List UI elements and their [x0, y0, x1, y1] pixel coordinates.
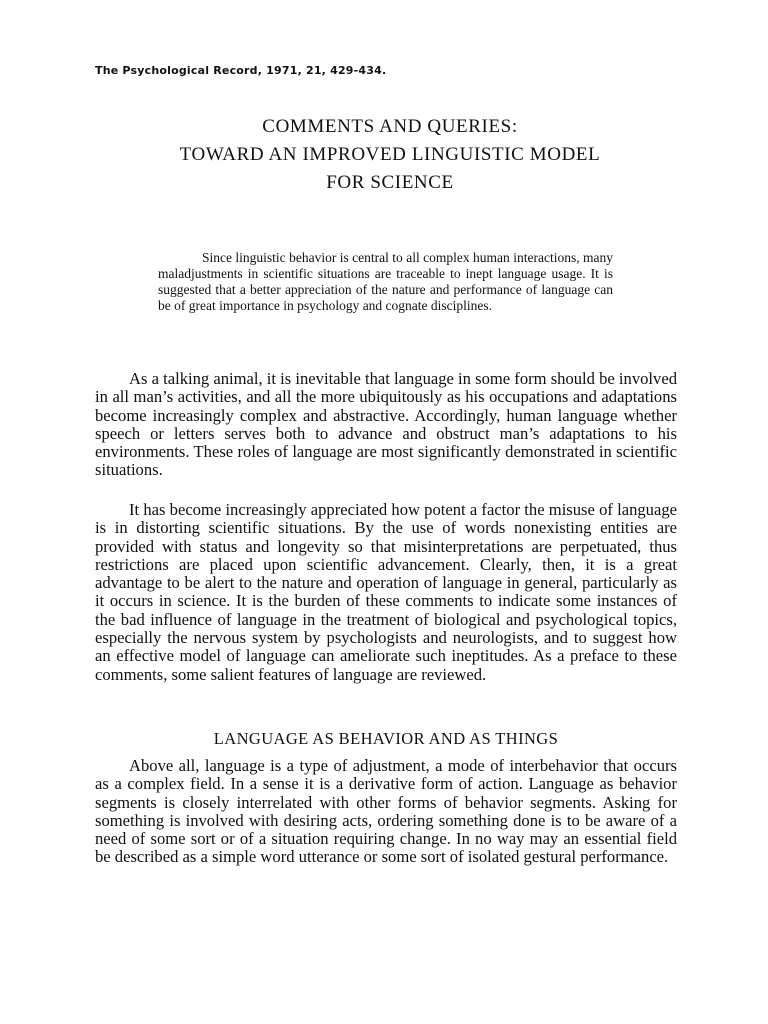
- section-paragraph-1-block: [95, 757, 677, 867]
- intro-paragraph-2-block: [95, 501, 677, 684]
- journal-citation: The Psychological Record, 1971, 21, 429-434.: [95, 64, 387, 77]
- section-heading: LANGUAGE AS BEHAVIOR AND AS THINGS: [213, 729, 559, 748]
- article-title: [95, 113, 685, 197]
- intro-paragraph-2: It has become increasingly appreciated how potent a factor the misuse of language is in distorting scientific situations. By the use of words nonexisting entities are provided with status and longevity so that misinterpretations are perpetuated, thus restrictions are placed upon scientific advancement. Clearly, then, it is a great advantage to be alert to the nature and operation of language in general, particularly as it occurs in science. It is the burden of these comments to indicate some instances of the bad influence of language in the treatment of biological and psychological topics, especially the nervous system by psychologists and neurologists, and to suggest how an effective model of language can ameliorate such ineptitudes. As a preface to these comments, some salient features of language are reviewed.: [95, 500, 677, 684]
- title-line-1: COMMENTS AND QUERIES:: [262, 116, 518, 137]
- intro-paragraph-1-block: [95, 370, 677, 480]
- title-line-3: FOR SCIENCE: [326, 172, 454, 193]
- section-paragraph-1: Above all, language is a type of adjustment, a mode of interbehavior that occurs as a complex field. In a sense it is a derivative form of action. Language as behavior segments is closely interrelated with other forms of behavior segments. Asking for something is involved with desiring acts, ordering something done is to be aware of a need of some sort or of a situation requiring change. In no way may an essential field be described as a simple word utterance or some sort of isolated gestural performance.: [95, 756, 677, 867]
- abstract-text: Since linguistic behavior is central to all complex human interactions, many maladjustments in scientific situations are traceable to inept language usage. It is suggested that a better appreciation of the nature and performance of language can be of great importance in psychology and cognate disciplines.: [158, 250, 613, 313]
- abstract: [158, 250, 613, 314]
- intro-paragraph-1: As a talking animal, it is inevitable that language in some form should be involved in all man’s activities, and all the more ubiquitously as his occupations and adaptations become increasingly complex and abstractive. Accordingly, human language whether speech or letters serves both to advance and obstruct man’s adaptations to his environments. These roles of language are most significantly demonstrated in scientific situations.: [95, 369, 677, 480]
- title-line-2: TOWARD AN IMPROVED LINGUISTIC MODEL: [179, 144, 601, 165]
